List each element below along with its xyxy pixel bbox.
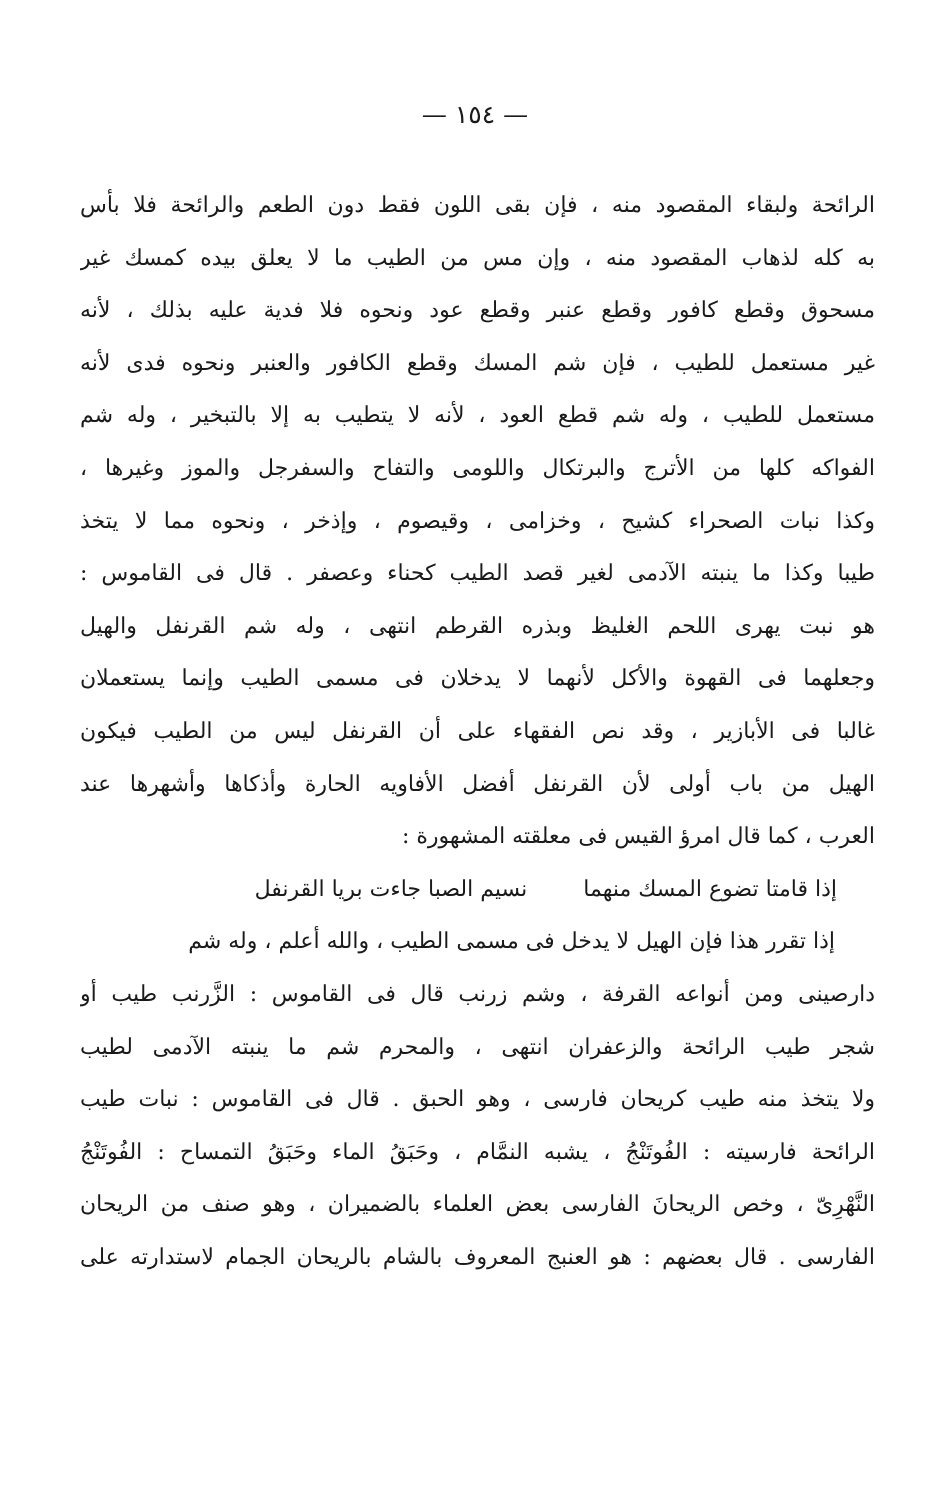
text-line: الرائحة فارسيته : الفُوتَنْجُ ، يشبه النمَّام ، وحَبَقُ الماء وحَبَقُ التمساح : الفُوتَنْجُ [80, 1139, 875, 1165]
text-line: دارصينى ومن أنواعه القرفة ، وشم زرنب قال فى القاموس : الزَّرنب طيب أو [80, 981, 875, 1007]
text-line: النَّهْرِىّ ، وخص الريحانَ الفارسى بعض العلماء بالضميران ، وهو صنف من الريحان [80, 1192, 875, 1218]
verse-second-hemistich: نسيم الصبا جاءت بريا القرنفل [254, 876, 528, 902]
page-number: — ١٥٤ — [421, 100, 529, 129]
text-line: شجر طيب الرائحة والزعفران انتهى ، والمحرم شم ما ينبته الآدمى لطيب [80, 1034, 875, 1060]
verse-first-hemistich: إذا قامتا تضوع المسك منهما [583, 876, 837, 902]
text-line: الفارسى . قال بعضهم : هو العنبج المعروف بالشام بالريحان الجمام لاستدارته على [80, 1244, 875, 1270]
text-line: غالبا فى الأبازير ، وقد نص الفقهاء على أن القرنفل ليس من الطيب فيكون [80, 718, 875, 744]
text-line: ولا يتخذ منه طيب كريحان فارسى ، وهو الحبق . قال فى القاموس : نبات طيب [80, 1087, 875, 1113]
text-line: به كله لذهاب المقصود منه ، وإن مس من الطيب ما لا يعلق بيده كمسك غير [80, 245, 875, 271]
text-line: طيبا وكذا ما ينبته الآدمى لغير قصد الطيب كحناء وعصفر . قال فى القاموس : [80, 561, 875, 587]
text-line: الفواكه كلها من الأترج والبرتكال واللومى والتفاح والسفرجل والموز وغيرها ، [80, 455, 875, 481]
page-body [80, 180, 875, 1284]
text-line: وجعلهما فى القهوة والأكل لأنهما لا يدخلان فى مسمى الطيب وإنما يستعملان [80, 666, 875, 692]
text-line: مستعمل للطيب ، وله شم قطع العود ، لأنه لا يتطيب به إلا بالتبخير ، وله شم [80, 403, 875, 429]
text-line: الرائحة ولبقاء المقصود منه ، فإن بقى اللون فقط دون الطعم والرائحة فلا بأس [80, 193, 875, 218]
text-line: الهيل من باب أولى لأن القرنفل أفضل الأفاويه الحارة وأذكاها وأشهرها عند [80, 771, 875, 797]
poetry-verse [80, 864, 875, 917]
text-line: وكذا نبات الصحراء كشيح ، وخزامى ، وقيصوم ، وإذخر ، ونحوه مما لا يتخذ [80, 508, 875, 534]
text-line: هو نبت يهرى اللحم الغليظ وبذره القرطم انتهى ، وله شم القرنفل والهيل [80, 613, 875, 639]
text-line: مسحوق وقطع كافور وقطع عنبر وقطع عود ونحوه فلا فدية عليه بذلك ، لأنه [80, 298, 875, 324]
paragraph-start-line: إذا تقرر هذا فإن الهيل لا يدخل فى مسمى الطيب ، والله أعلم ، وله شم [188, 929, 835, 955]
text-line: غير مستعمل للطيب ، فإن شم المسك وقطع الكافور والعنبر ونحوه فدى لأنه [80, 350, 875, 376]
text-line: العرب ، كما قال امرؤ القيس فى معلقته المشهورة : [401, 824, 875, 850]
